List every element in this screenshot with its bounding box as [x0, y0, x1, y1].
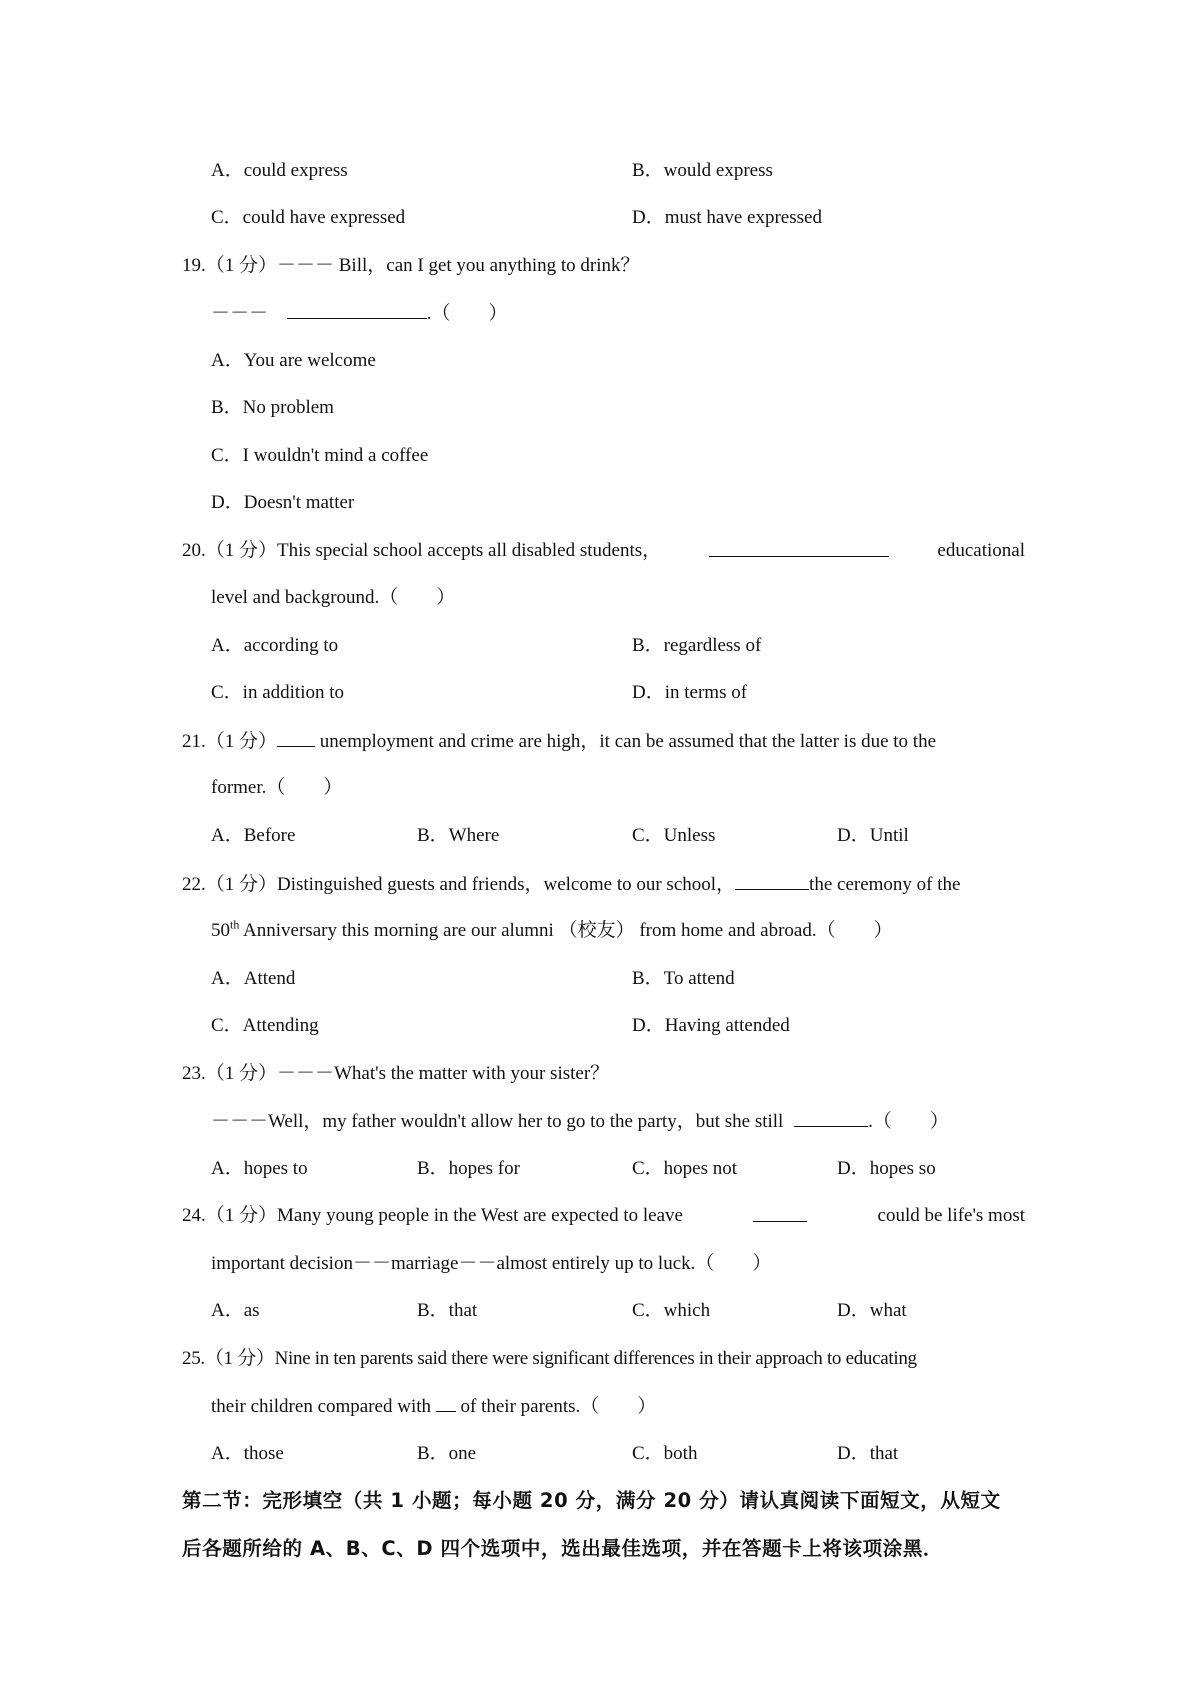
q25-option-b: B．one — [417, 1443, 477, 1464]
q18-option-c: C．could have expressed — [211, 207, 406, 228]
q19-reply-suffix: .（ ） — [426, 303, 508, 324]
q22-answer-blank — [735, 871, 809, 890]
q20-stem-left: 20.（1 分）This special school accepts all disabled students， — [182, 540, 662, 561]
section2-heading-line2: 后各题所给的 A、B、C、D 四个选项中，选出最佳选项，并在答题卡上将该项涂黑． — [182, 1537, 944, 1560]
q23-option-c: C．hopes not — [632, 1158, 738, 1179]
q20-option-a: A．according to — [211, 635, 339, 656]
q24-stem-right: could be life's most — [877, 1205, 1025, 1226]
q18-option-d: D．must have expressed — [632, 207, 822, 228]
q18-option-a: A．could express — [211, 160, 348, 181]
q24-stem-line2: important decision－－marriage－－almost entirely up to luck.（ ） — [211, 1253, 772, 1274]
q21-stem-line2: former.（ ） — [211, 777, 343, 798]
q21-stem-prefix: 21.（1 分） — [182, 731, 278, 752]
q25-stem: 25.（1 分）Nine in ten parents said there were significant differences in their approach to educating — [182, 1348, 917, 1369]
q22-stem — [182, 871, 960, 898]
q21-option-d: D．Until — [837, 825, 909, 846]
q24-answer-blank — [753, 1203, 807, 1222]
q25-line2-left: their children compared with — [211, 1396, 432, 1417]
q24-option-b: B．that — [417, 1300, 478, 1321]
q23-option-d: D．hopes so — [837, 1158, 936, 1179]
q21-answer-blank — [277, 728, 315, 747]
q19-option-a: A．You are welcome — [211, 350, 376, 371]
q25-stem-line2 — [211, 1393, 656, 1420]
q20-option-d: D．in terms of — [632, 682, 748, 703]
q22-option-a: A．Attend — [211, 968, 296, 989]
q19-answer-blank — [287, 300, 427, 319]
q25-line2-right: of their parents.（ ） — [460, 1396, 657, 1417]
q21-option-c: C．Unless — [632, 825, 716, 846]
q21-option-a: A．Before — [211, 825, 296, 846]
q22-stem-line2 — [211, 918, 893, 944]
q19-option-b: B．No problem — [211, 397, 334, 418]
q20-option-c: C．in addition to — [211, 682, 345, 703]
q22-option-d: D．Having attended — [632, 1015, 790, 1036]
q22-line2-num: 50 — [211, 920, 230, 941]
q25-option-a: A．those — [211, 1443, 284, 1464]
q24-option-a: A．as — [211, 1300, 260, 1321]
q19-stem: 19.（1 分）－－－ Bill，can I get you anything to drink？ — [182, 255, 640, 276]
q22-option-b: B．To attend — [632, 968, 735, 989]
q20-answer-blank — [709, 538, 889, 557]
q24-stem-left: 24.（1 分）Many young people in the West are expected to leave — [182, 1205, 683, 1226]
q23-answer-blank — [794, 1108, 868, 1127]
q22-stem-left: 22.（1 分）Distinguished guests and friends，welcome to our school， — [182, 874, 736, 895]
q21-option-b: B．Where — [417, 825, 500, 846]
q25-answer-blank — [436, 1393, 456, 1412]
q23-option-a: A．hopes to — [211, 1158, 308, 1179]
q22-stem-right: the ceremony of the — [809, 874, 961, 895]
q19-reply — [211, 300, 508, 327]
q20-stem — [182, 538, 1025, 564]
section2-heading-line1: 第二节：完形填空（共 1 小题；每小题 20 分，满分 20 分）请认真阅读下面短文，从短文 — [182, 1489, 1001, 1512]
q20-stem-line2: level and background.（ ） — [211, 587, 456, 608]
q19-option-c: C．I wouldn't mind a coffee — [211, 445, 429, 466]
q22-line2-rest: Anniversary this morning are our alumni （校友） from home and abroad.（ ） — [243, 920, 893, 941]
q25-option-c: C．both — [632, 1443, 698, 1464]
q24-stem — [182, 1203, 1025, 1229]
q23-reply-text: －－－Well，my father wouldn't allow her to go to the party，but she still — [211, 1111, 784, 1132]
q19-option-d: D．Doesn't matter — [211, 492, 355, 513]
q20-stem-right: educational — [937, 540, 1025, 561]
q25-option-d: D．that — [837, 1443, 899, 1464]
q23-reply-suffix: .（ ） — [868, 1111, 949, 1132]
q20-option-b: B．regardless of — [632, 635, 762, 656]
q21-stem — [182, 728, 936, 755]
q18-option-b: B．would express — [632, 160, 773, 181]
q23-reply — [211, 1108, 949, 1135]
q21-stem-rest: unemployment and crime are high，it can be assumed that the latter is due to the — [319, 731, 937, 752]
q22-option-c: C．Attending — [211, 1015, 319, 1036]
q23-stem: 23.（1 分）－－－What's the matter with your sister？ — [182, 1063, 610, 1084]
q24-option-d: D．what — [837, 1300, 907, 1321]
q22-line2-sup: th — [230, 917, 240, 932]
q24-option-c: C．which — [632, 1300, 711, 1321]
q19-reply-prefix: －－－ — [211, 303, 269, 324]
q23-option-b: B．hopes for — [417, 1158, 520, 1179]
